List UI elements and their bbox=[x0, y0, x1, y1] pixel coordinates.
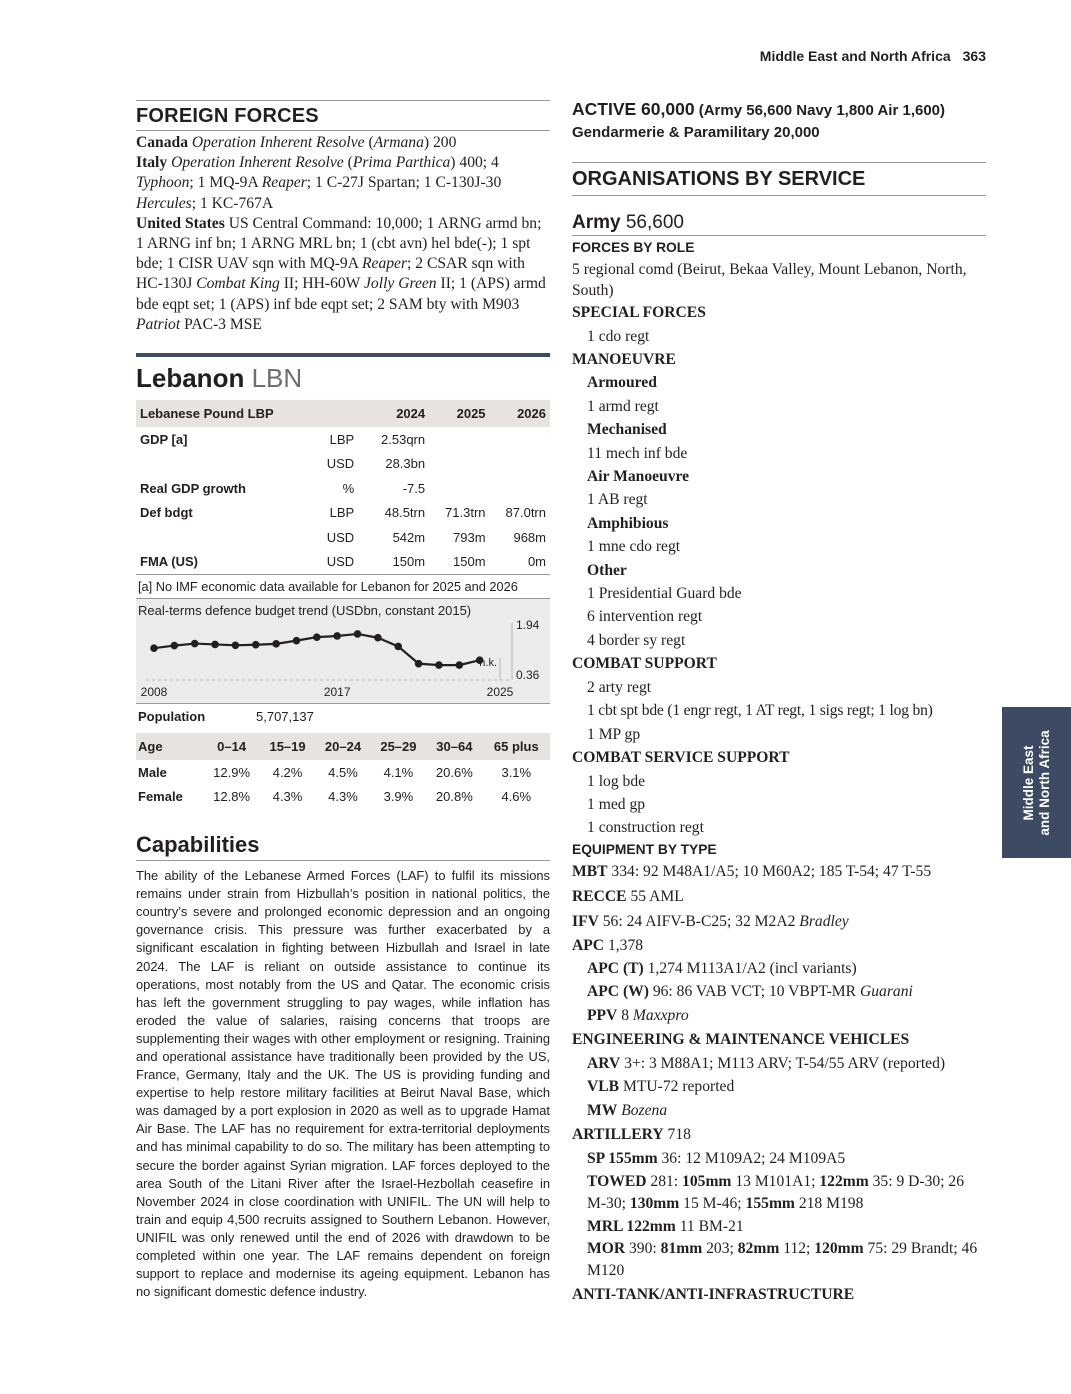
data-point bbox=[171, 642, 179, 650]
econ-cell: 793m bbox=[453, 529, 486, 545]
running-head bbox=[760, 48, 986, 64]
age-header-cell: 20–24 bbox=[315, 733, 370, 760]
chart-title: Real-terms defence budget trend (USDbn, constant 2015) bbox=[138, 603, 472, 619]
combat-support-heading: COMBAT SUPPORT bbox=[572, 655, 717, 673]
econ-cell bbox=[490, 452, 550, 477]
data-point bbox=[374, 634, 382, 642]
econ-header-cell: Lebanese Pound LBP bbox=[136, 400, 313, 427]
econ-cell bbox=[136, 525, 313, 550]
age-cell: 4.1% bbox=[383, 764, 414, 780]
age-header-cell: 65 plus bbox=[483, 733, 550, 760]
econ-cell bbox=[429, 452, 489, 477]
age-table bbox=[136, 733, 550, 808]
item-armoured: 1 armd regt bbox=[587, 397, 659, 415]
eq-apc-t: APC (T) 1,274 M113A1/A2 (incl variants) bbox=[587, 959, 857, 977]
eq-sp: SP 155mm 36: 12 M109A2; 24 M109A5 bbox=[587, 1150, 846, 1168]
capabilities-heading: Capabilities bbox=[136, 832, 550, 861]
data-point bbox=[211, 641, 219, 649]
left-column bbox=[136, 100, 550, 1301]
econ-cell: GDP [a] bbox=[140, 431, 188, 447]
age-cell: 3.1% bbox=[501, 764, 532, 780]
econ-cell: 150m bbox=[453, 554, 486, 570]
econ-cell bbox=[490, 427, 550, 452]
data-point bbox=[354, 630, 362, 638]
item-other-3: 4 border sy regt bbox=[587, 631, 686, 649]
foreign-forces-heading: FOREIGN FORCES bbox=[136, 101, 550, 131]
age-cell: Male bbox=[138, 764, 167, 780]
item-air: 1 AB regt bbox=[587, 491, 648, 509]
item-cdo: 1 cdo regt bbox=[587, 327, 650, 345]
econ-row bbox=[136, 427, 550, 452]
data-point bbox=[435, 661, 443, 669]
age-cell: 4.6% bbox=[501, 788, 532, 804]
org-heading: ORGANISATIONS BY SERVICE bbox=[572, 162, 986, 196]
age-cell: 12.9% bbox=[213, 764, 251, 780]
age-cell: 4.3% bbox=[272, 788, 303, 804]
econ-header-cell: 2026 bbox=[490, 400, 550, 427]
regional-comd: 5 regional comd (Beirut, Bekaa Valley, Mount Lebanon, North, South) bbox=[572, 261, 967, 299]
data-point bbox=[252, 641, 260, 649]
defence-budget-trend-chart bbox=[136, 598, 550, 704]
data-point bbox=[394, 643, 402, 651]
econ-header-cell: 2024 bbox=[364, 400, 429, 427]
eq-mor: MOR 390: 81mm 203; 82mm 112; 120mm 75: 29 Brandt; 46 M120 bbox=[587, 1239, 978, 1279]
foreign-forces-body bbox=[136, 133, 550, 335]
econ-cell: 150m bbox=[392, 554, 426, 570]
age-header-cell: 0–14 bbox=[203, 733, 259, 760]
css-heading: COMBAT SERVICE SUPPORT bbox=[572, 749, 790, 766]
econ-row bbox=[136, 501, 550, 526]
age-header-cell: 15–19 bbox=[260, 733, 315, 760]
population-row: Population 5,707,137 bbox=[138, 709, 314, 725]
data-point bbox=[150, 644, 158, 652]
age-header-cell: Age bbox=[136, 733, 203, 760]
item-amphibious: 1 mne cdo regt bbox=[587, 538, 681, 556]
special-forces-heading: SPECIAL FORCES bbox=[572, 304, 706, 321]
eq-ppv: PPV 8 Maxxpro bbox=[587, 1006, 689, 1024]
item-cs-3: 1 MP gp bbox=[587, 725, 641, 743]
econ-header-cell: 2025 bbox=[429, 400, 489, 427]
item-css-2: 1 med gp bbox=[587, 795, 646, 813]
age-cell: 4.5% bbox=[328, 764, 358, 780]
page-number: 363 bbox=[962, 48, 986, 64]
air-manoeuvre-heading: Air Manoeuvre bbox=[587, 468, 690, 486]
item-cs-1: 2 arty regt bbox=[587, 678, 652, 696]
side-tab-label: Middle East and North Africa bbox=[1020, 729, 1052, 836]
data-point bbox=[333, 632, 341, 640]
x-tick-label: 2017 bbox=[323, 685, 351, 700]
econ-cell: Def bdgt bbox=[140, 505, 193, 521]
econ-cell: USD bbox=[326, 529, 355, 545]
forces-by-role-heading: FORCES BY ROLE bbox=[572, 240, 695, 255]
armoured-heading: Armoured bbox=[587, 374, 657, 392]
age-cell: 20.8% bbox=[435, 788, 473, 804]
age-cell: 3.9% bbox=[383, 788, 414, 804]
item-css-3: 1 construction regt bbox=[587, 819, 704, 837]
econ-cell: Real GDP growth bbox=[140, 480, 246, 496]
eq-arv: ARV 3+: 3 M88A1; M113 ARV; T-54/55 ARV (reported) bbox=[587, 1054, 946, 1072]
eq-anti-tank: ANTI-TANK/ANTI-INFRASTRUCTURE bbox=[572, 1285, 855, 1303]
econ-cell: -7.5 bbox=[402, 480, 426, 496]
active-strength: ACTIVE 60,000 (Army 56,600 Navy 1,800 Air 1,600) Gendarmerie & Paramilitary 20,000 bbox=[572, 99, 946, 141]
army-heading: Army 56,600 bbox=[572, 212, 986, 236]
capabilities-text: The ability of the Lebanese Armed Forces (LAF) to fulfil its missions remains under strain from Hizbullah’s position in national politics, the country’s severe and prolonged economic depression and an ongoing governance crisis. This pressure was further exacerbated by a significant escalation in fighting between Hizbullah and Israel in late 2024. The LAF is reliant on outside assistance to continue its operations, most notably from the US and Qatar. The economic crisis has left the government struggling to pay wages, while inflation has eroded the value of salaries, raising concerns that troops are supplementing their wages with other employment or resigning. Training and operational assistance have traditionally been provided by the US, France, Germany, Italy and the UK. The US is providing funding and expertise to help restore military facilities at Beirut Naval Base, which was damaged by a port explosion in 2020 as well as to upgrade Hamat Air Base. The LAF has no requirement for extra-territorial deployments and has minimal capability to do so. The military has been attempting to secure the border against Syrian migration. LAF forces deployed to the area South of the Litani River after the Israel-Hezbollah ceasefire in November 2024 in close coordination with UNIFIL. The UN will help to train and equip 4,500 recruits assigned to Southern Lebanon. However, UNIFIL was only renewed until the end of 2026 with drawdown to be completed within one year. The LAF remains dependent on foreign support to replace and modernise its ageing equipment. Lebanon has no significant domestic defence industry. bbox=[136, 868, 550, 1300]
econ-cell: USD bbox=[326, 554, 355, 570]
econ-cell: USD bbox=[326, 456, 355, 472]
eq-towed: TOWED 281: 105mm 13 M101A1; 122mm 35: 9 D-30; 26 M-30; 130mm 15 M-46; 155mm 218 M198 bbox=[587, 1172, 965, 1212]
age-cell: 20.6% bbox=[435, 764, 473, 780]
econ-cell: LBP bbox=[329, 431, 355, 447]
canada-entry: Canada Operation Inherent Resolve (Armana) 200 bbox=[136, 134, 457, 151]
right-column bbox=[572, 98, 986, 1307]
age-cell: 4.3% bbox=[328, 788, 358, 804]
data-point bbox=[313, 633, 321, 641]
age-row bbox=[136, 784, 550, 808]
age-row bbox=[136, 760, 550, 784]
econ-cell bbox=[490, 476, 550, 501]
econ-cell: FMA (US) bbox=[140, 554, 199, 570]
eq-ifv: IFV 56: 24 AIFV-B-C25; 32 M2A2 Bradley bbox=[572, 912, 849, 930]
econ-row bbox=[136, 550, 550, 575]
econ-cell bbox=[429, 476, 489, 501]
us-entry: United States US Central Command: 10,000; 1 ARNG armd bn; 1 ARNG inf bn; 1 ARNG MRL bn; 1 (cbt avn) hel bde(-); 1 spt bde; 1 CISR UAV sqn with MQ-9A Reaper; 2 CSAR sqn with HC-130J Combat King II; HH-60W Jolly Green II; 1 (APS) armd bde eqpt set; 1 (APS) inf bde eqpt set; 2 SAM bty with M903 Patriot PAC-3 MSE bbox=[136, 214, 546, 333]
data-point bbox=[191, 640, 199, 648]
econ-row bbox=[136, 452, 550, 477]
economic-table bbox=[136, 400, 550, 574]
eq-apc-w: APC (W) 96: 86 VAB VCT; 10 VBPT-MR Guarani bbox=[587, 983, 913, 1001]
econ-cell: 2.53qrn bbox=[381, 431, 426, 447]
manoeuvre-heading: MANOEUVRE bbox=[572, 350, 676, 368]
y-tick-label: 0.36 bbox=[516, 668, 540, 683]
eq-mrl: MRL 122mm 11 BM-21 bbox=[587, 1217, 744, 1235]
trend-svg bbox=[136, 599, 550, 703]
econ-cell: 71.3trn bbox=[445, 505, 486, 521]
italy-entry: Italy Operation Inherent Resolve (Prima Parthica) 400; 4 Typhoon; 1 MQ-9A Reaper; 1 C-27J Spartan; 1 C-130J-30 Hercules; 1 KC-767A bbox=[136, 154, 502, 212]
econ-row bbox=[136, 476, 550, 501]
other-heading: Other bbox=[587, 561, 627, 579]
nk-label: n.k. bbox=[479, 656, 497, 669]
age-header-cell: 30–64 bbox=[426, 733, 482, 760]
item-mechanised: 11 mech inf bde bbox=[587, 444, 688, 462]
age-cell: 4.2% bbox=[272, 764, 303, 780]
eq-recce: RECCE 55 AML bbox=[572, 887, 684, 905]
eq-mw: MW Bozena bbox=[587, 1101, 668, 1119]
econ-cell bbox=[429, 427, 489, 452]
eq-mbt: MBT 334: 92 M48A1/A5; 10 M60A2; 185 T-54; 47 T-55 bbox=[572, 862, 932, 880]
item-cs-2: 1 cbt spt bde (1 engr regt, 1 AT regt, 1 sigs regt; 1 log bn) bbox=[587, 702, 933, 720]
econ-cell: 0m bbox=[527, 554, 546, 570]
running-head-section: Middle East and North Africa bbox=[759, 48, 951, 64]
econ-cell: 87.0trn bbox=[505, 505, 546, 521]
age-header-cell: 25–29 bbox=[371, 733, 426, 760]
econ-cell: % bbox=[342, 480, 355, 496]
x-tick-label: 2008 bbox=[140, 685, 168, 700]
item-other-2: 6 intervention regt bbox=[587, 608, 703, 626]
data-point bbox=[415, 660, 423, 668]
econ-row bbox=[136, 525, 550, 550]
eq-engineering: ENGINEERING & MAINTENANCE VEHICLES bbox=[572, 1030, 910, 1048]
eq-vlb: VLB MTU-72 reported bbox=[587, 1078, 735, 1096]
item-other-1: 1 Presidential Guard bde bbox=[587, 585, 742, 603]
econ-cell: 968m bbox=[513, 529, 546, 545]
y-tick-label: 1.94 bbox=[516, 618, 540, 633]
section-side-tab bbox=[1002, 707, 1071, 858]
equipment-heading: EQUIPMENT BY TYPE bbox=[572, 841, 717, 857]
eq-artillery: ARTILLERY 718 bbox=[572, 1126, 691, 1144]
econ-note: [a] No IMF economic data available for Lebanon for 2025 and 2026 bbox=[136, 574, 550, 598]
data-point bbox=[293, 637, 301, 645]
data-point bbox=[272, 640, 280, 648]
amphibious-heading: Amphibious bbox=[587, 514, 669, 532]
econ-header-cell bbox=[313, 400, 365, 427]
econ-cell: LBP bbox=[329, 505, 355, 521]
mechanised-heading: Mechanised bbox=[587, 421, 667, 439]
item-css-1: 1 log bde bbox=[587, 772, 646, 790]
age-cell: Female bbox=[138, 788, 183, 804]
econ-cell: 48.5trn bbox=[384, 505, 426, 521]
age-cell: 12.8% bbox=[213, 788, 251, 804]
data-point bbox=[455, 661, 463, 669]
econ-cell: 28.3bn bbox=[385, 456, 426, 472]
x-tick-label: 2025 bbox=[486, 685, 514, 700]
data-point bbox=[232, 642, 240, 650]
eq-apc: APC 1,378 bbox=[572, 936, 644, 954]
country-title: Lebanon LBN bbox=[136, 363, 303, 394]
econ-cell bbox=[136, 452, 313, 477]
econ-cell: 542m bbox=[392, 529, 426, 545]
